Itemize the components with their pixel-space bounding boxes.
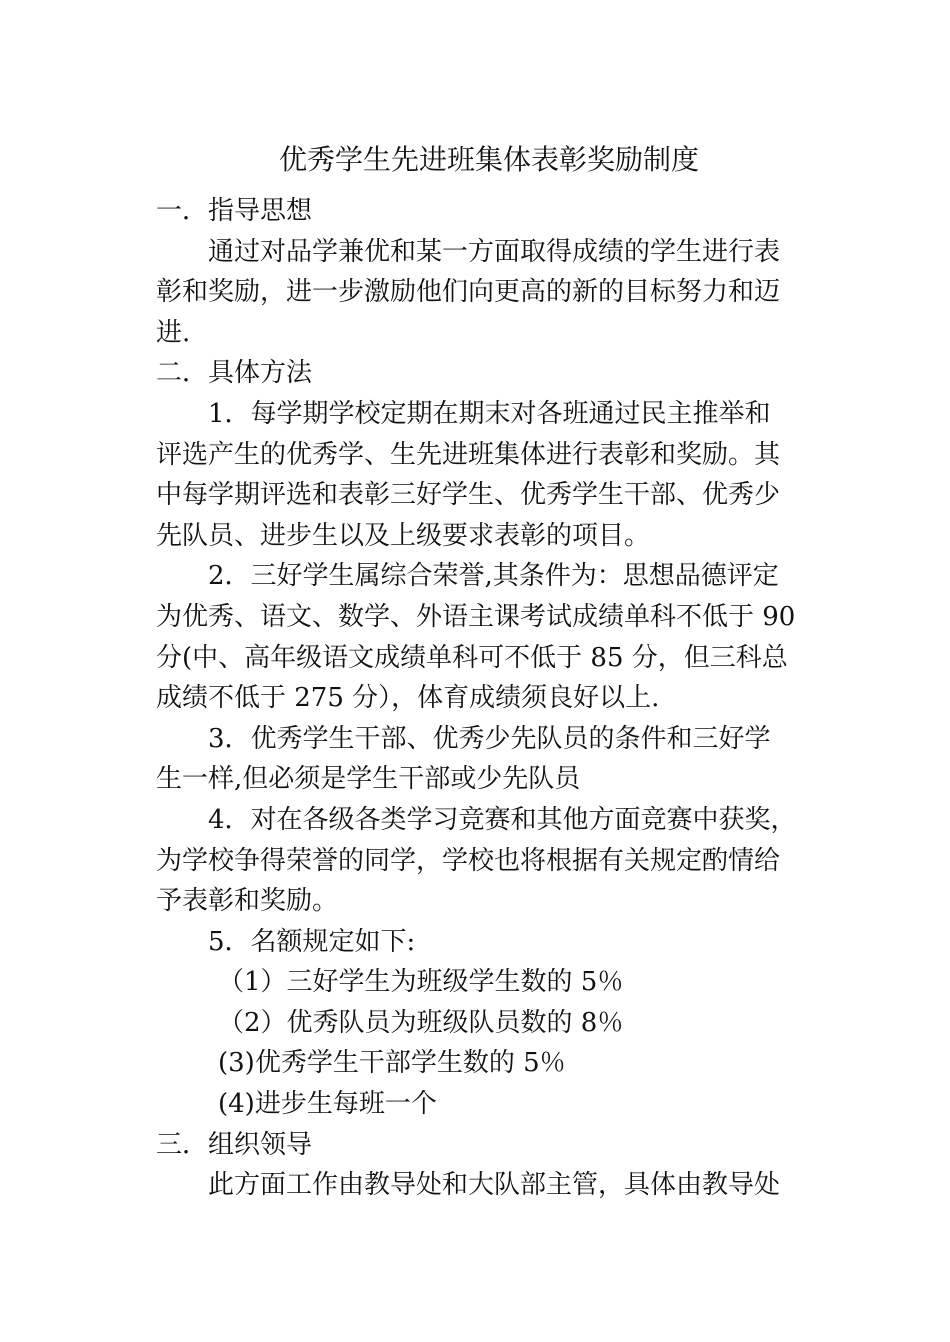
document-body — [156, 191, 828, 1206]
paragraph-line: 彰和奖励，进一步激励他们向更高的新的目标努力和迈 — [156, 277, 781, 308]
list-item: (3)优秀学生干部学生数的 5％ — [218, 1048, 566, 1079]
paragraph-line: 3．优秀学生干部、优秀少先队员的条件和三好学 — [208, 723, 771, 754]
paragraph-line: 先队员、进步生以及上级要求表彰的项目。 — [156, 520, 651, 551]
paragraph-line: 为学校争得荣誉的同学，学校也将根据有关规定酌情给 — [156, 845, 781, 876]
paragraph-line: 生一样,但必须是学生干部或少先队员 — [156, 764, 581, 795]
paragraph-line: 成绩不低于 275 分），体育成绩须良好以上. — [156, 683, 660, 714]
list-item: （2）优秀队员为班级队员数的 8％ — [218, 1007, 624, 1038]
paragraph-line: 1．每学期学校定期在期末对各班通过民主推举和 — [208, 398, 771, 429]
paragraph-line: 进. — [156, 317, 191, 348]
paragraph-line: 中每学期评选和表彰三好学生、优秀学生干部、优秀少 — [156, 480, 781, 511]
paragraph-line: 4．对在各级各类学习竞赛和其他方面竞赛中获奖， — [208, 804, 797, 835]
paragraph-line: 为优秀、语文、数学、外语主课考试成绩单科不低于 90 — [156, 601, 796, 632]
section-heading-guiding-idea: 一．指导思想 — [156, 196, 313, 226]
paragraph-line: 2．三好学生属综合荣誉,其条件为：思想品德评定 — [208, 561, 779, 592]
paragraph-line: 通过对品学兼优和某一方面取得成绩的学生进行表 — [208, 236, 781, 267]
paragraph-line: 评选产生的优秀学、生先进班集体进行表彰和奖励。其 — [156, 439, 781, 470]
list-item: (4)进步生每班一个 — [218, 1089, 437, 1120]
section-heading-methods: 二．具体方法 — [156, 358, 313, 389]
document-title: 优秀学生先进班集体表彰奖励制度 — [278, 143, 699, 176]
paragraph-line: 分(中、高年级语文成绩单科可不低于 85 分，但三科总 — [156, 642, 788, 673]
list-item: （1）三好学生为班级学生数的 5％ — [218, 967, 624, 998]
paragraph-line: 此方面工作由教导处和大队部主管，具体由教导处 — [208, 1170, 781, 1201]
paragraph-line: 5．名额规定如下: — [208, 926, 416, 957]
section-heading-leadership: 三．组织领导 — [156, 1129, 313, 1160]
paragraph-line: 予表彰和奖励。 — [156, 886, 339, 917]
